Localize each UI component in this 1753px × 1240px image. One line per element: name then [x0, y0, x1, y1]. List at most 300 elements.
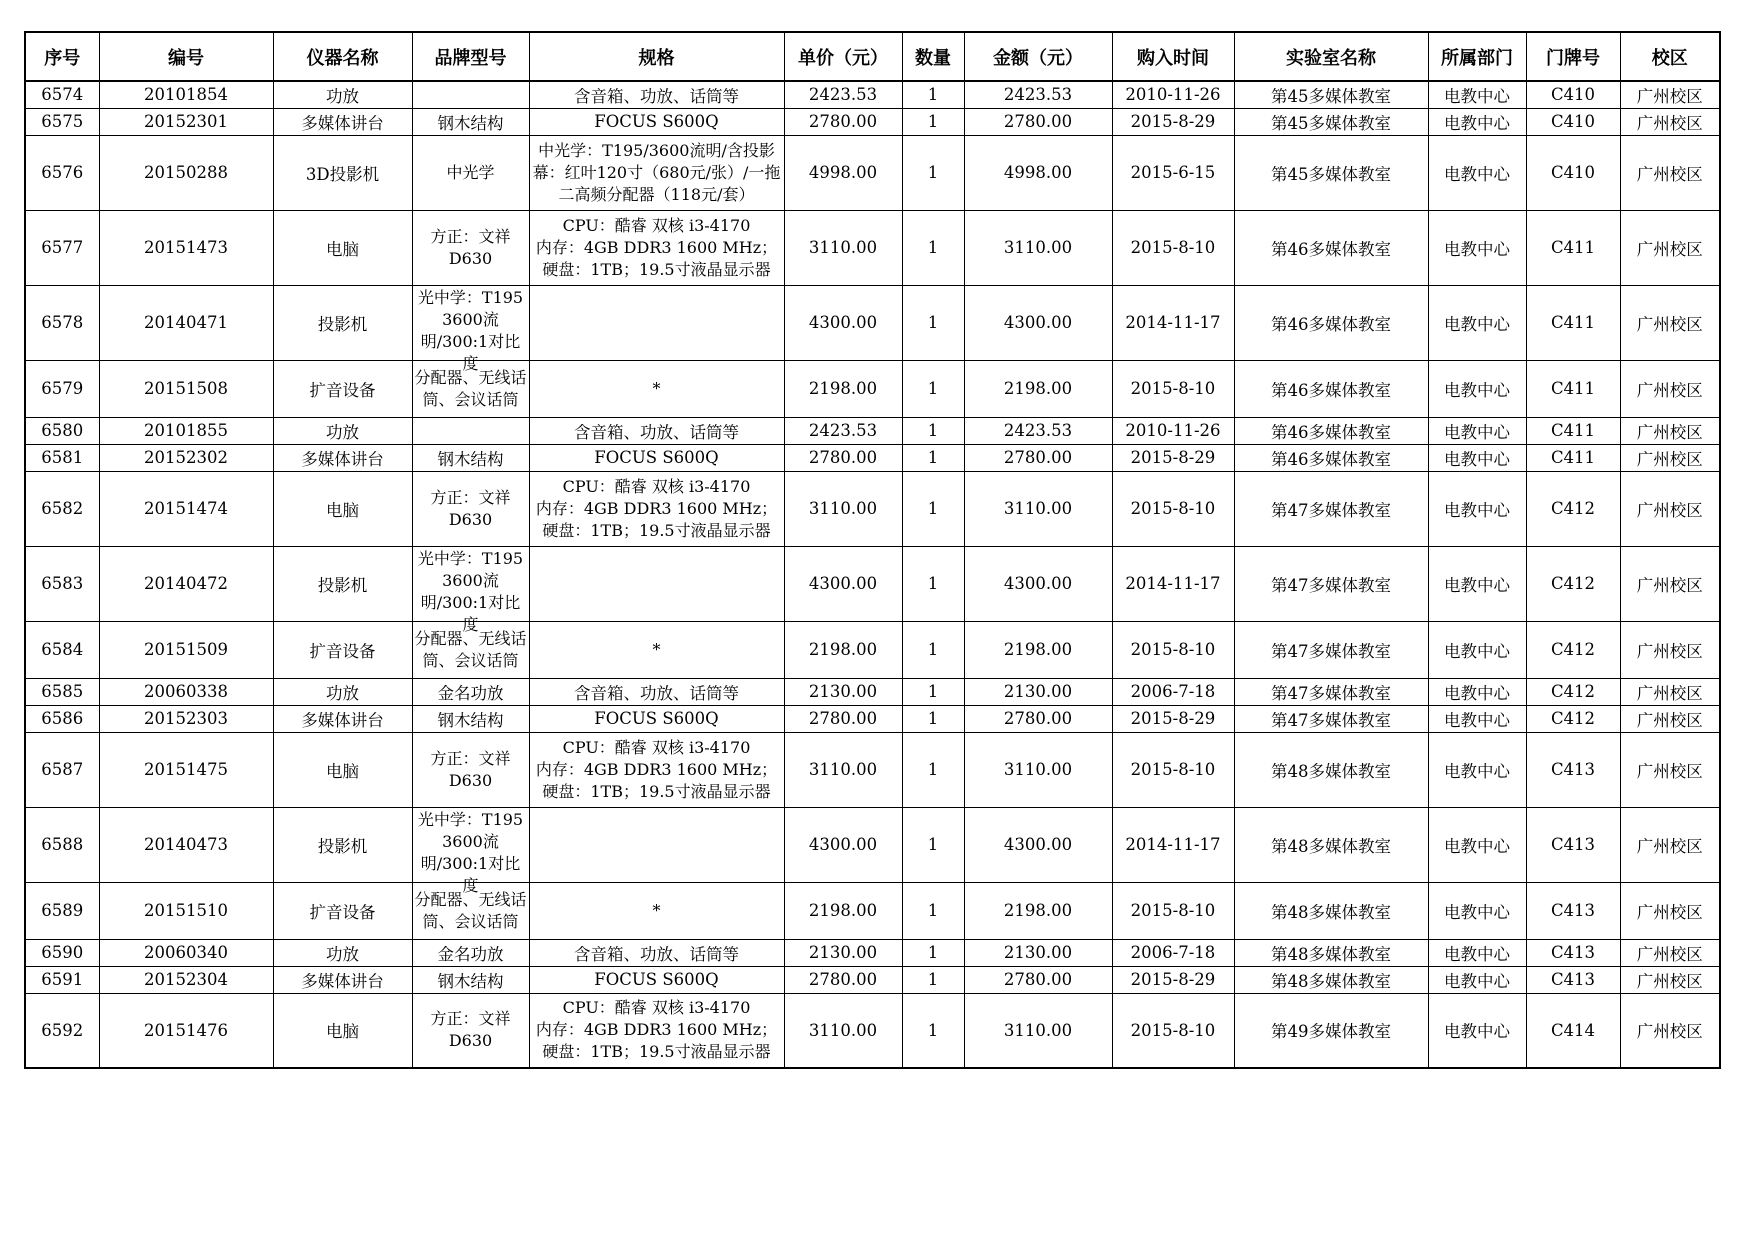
table-cell: 第45多媒体教室	[1234, 81, 1428, 108]
table-cell: 广州校区	[1620, 966, 1720, 993]
table-cell	[412, 882, 529, 939]
table-cell: 电脑	[273, 732, 412, 807]
table-cell	[529, 546, 784, 621]
table-row	[25, 360, 1720, 417]
table-cell: 2198.00	[784, 882, 902, 939]
table-cell: 2130.00	[784, 939, 902, 966]
header-cell: 品牌型号	[412, 32, 529, 81]
table-cell: 第47多媒体教室	[1234, 471, 1428, 546]
table-cell: 4300.00	[964, 807, 1112, 882]
table-cell: 20060340	[99, 939, 273, 966]
table-cell: C410	[1526, 81, 1620, 108]
table-cell: 20151473	[99, 210, 273, 285]
table-cell: 2006-7-18	[1112, 678, 1234, 705]
table-cell: 广州校区	[1620, 882, 1720, 939]
table-cell: 2780.00	[784, 444, 902, 471]
table-cell: 电教中心	[1428, 285, 1526, 360]
table-cell: 4998.00	[784, 135, 902, 210]
table-cell: 2015-8-10	[1112, 621, 1234, 678]
table-cell: 6589	[25, 882, 99, 939]
table-cell: 电教中心	[1428, 993, 1526, 1068]
table-cell: 1	[902, 807, 964, 882]
table-cell: 1	[902, 417, 964, 444]
table-cell: 广州校区	[1620, 705, 1720, 732]
table-cell	[412, 210, 529, 285]
table-cell: 扩音设备	[273, 621, 412, 678]
table-cell: 金名功放	[412, 939, 529, 966]
table-cell: 投影机	[273, 807, 412, 882]
table-row	[25, 108, 1720, 135]
table-cell	[412, 417, 529, 444]
table-cell: 2015-8-29	[1112, 705, 1234, 732]
header-cell: 金额（元）	[964, 32, 1112, 81]
table-cell: C411	[1526, 210, 1620, 285]
table-cell: 2015-8-29	[1112, 108, 1234, 135]
table-cell: 2015-6-15	[1112, 135, 1234, 210]
equipment-inventory-table	[24, 31, 1721, 1069]
table-cell: 电教中心	[1428, 621, 1526, 678]
table-cell-text: *	[652, 900, 661, 920]
table-row	[25, 444, 1720, 471]
table-cell-text: 光中学：T195 3600流明/300:1对比度	[417, 549, 524, 634]
table-cell: C411	[1526, 360, 1620, 417]
table-cell: 20152304	[99, 966, 273, 993]
table-cell-text: 方正：文祥D630	[430, 748, 511, 790]
table-cell-text: 方正：文祥D630	[430, 1009, 511, 1051]
table-cell: C410	[1526, 135, 1620, 210]
table-cell	[412, 807, 529, 895]
table-cell: 含音箱、功放、话筒等	[529, 939, 784, 966]
table-cell: 多媒体讲台	[273, 108, 412, 135]
table-cell: 6579	[25, 360, 99, 417]
table-cell	[412, 621, 529, 678]
table-cell: 2780.00	[784, 966, 902, 993]
table-row	[25, 732, 1720, 807]
table-cell: 20151510	[99, 882, 273, 939]
header-cell: 单价（元）	[784, 32, 902, 81]
table-row	[25, 546, 1720, 621]
table-cell: 电教中心	[1428, 360, 1526, 417]
table-cell: 广州校区	[1620, 285, 1720, 360]
table-cell: 2423.53	[964, 417, 1112, 444]
table-cell: 20140472	[99, 546, 273, 621]
table-cell: 功放	[273, 417, 412, 444]
table-cell: 2423.53	[784, 81, 902, 108]
table-cell: 6591	[25, 966, 99, 993]
table-cell: 2130.00	[784, 678, 902, 705]
table-cell: 金名功放	[412, 678, 529, 705]
table-cell-text: CPU：酷睿 双核 i3-4170 内存：4GB DDR3 1600 MHz； 硬盘：1TB；19.5寸液晶显示器	[535, 476, 778, 540]
table-cell: 2130.00	[964, 678, 1112, 705]
table-cell	[412, 81, 529, 108]
table-cell: 2780.00	[964, 705, 1112, 732]
table-cell: 电教中心	[1428, 939, 1526, 966]
table-cell: 1	[902, 360, 964, 417]
table-row	[25, 807, 1720, 882]
table-cell: 广州校区	[1620, 417, 1720, 444]
table-cell: 第47多媒体教室	[1234, 546, 1428, 621]
table-cell: 3110.00	[784, 732, 902, 807]
table-row	[25, 882, 1720, 939]
table-cell: 电教中心	[1428, 546, 1526, 621]
table-cell	[529, 807, 784, 882]
table-cell: 第46多媒体教室	[1234, 444, 1428, 471]
table-cell: 1	[902, 732, 964, 807]
table-cell: 投影机	[273, 546, 412, 621]
header-cell: 仪器名称	[273, 32, 412, 81]
table-cell: 广州校区	[1620, 546, 1720, 621]
table-cell-text: 光中学：T195 3600流明/300:1对比度	[417, 810, 524, 895]
table-cell: C414	[1526, 993, 1620, 1068]
table-cell: 广州校区	[1620, 360, 1720, 417]
table-cell	[529, 285, 784, 360]
table-cell: 4998.00	[964, 135, 1112, 210]
table-cell: 扩音设备	[273, 360, 412, 417]
table-cell-text: 中光学：T195/3600流明/含投影幕：红叶120寸（680元/张）/一拖二高频分配器（118元/套）	[532, 140, 781, 204]
table-cell: C413	[1526, 882, 1620, 939]
table-cell: 6575	[25, 108, 99, 135]
table-cell: 第46多媒体教室	[1234, 285, 1428, 360]
table-cell: FOCUS S600Q	[529, 444, 784, 471]
table-cell: 6587	[25, 732, 99, 807]
table-cell-text: CPU：酷睿 双核 i3-4170 内存：4GB DDR3 1600 MHz； 硬盘：1TB；19.5寸液晶显示器	[535, 737, 778, 801]
table-cell: 20151476	[99, 993, 273, 1068]
table-cell: 功放	[273, 81, 412, 108]
table-cell: 2780.00	[784, 108, 902, 135]
table-cell: 2198.00	[784, 360, 902, 417]
table-cell: 3110.00	[964, 732, 1112, 807]
table-cell: 广州校区	[1620, 135, 1720, 210]
table-cell: 2015-8-10	[1112, 210, 1234, 285]
table-cell: 3110.00	[964, 471, 1112, 546]
table-cell: 钢木结构	[412, 966, 529, 993]
table-cell: C413	[1526, 939, 1620, 966]
table-cell: 钢木结构	[412, 705, 529, 732]
table-cell-text: 分配器、无线话筒、会议话筒	[414, 628, 527, 670]
table-cell: 6590	[25, 939, 99, 966]
table-cell: 第47多媒体教室	[1234, 705, 1428, 732]
table-cell: 电教中心	[1428, 471, 1526, 546]
table-cell: 1	[902, 546, 964, 621]
table-cell: 广州校区	[1620, 108, 1720, 135]
table-cell: 广州校区	[1620, 939, 1720, 966]
table-cell: 1	[902, 444, 964, 471]
table-cell: 1	[902, 108, 964, 135]
table-cell-text: 方正：文祥D630	[430, 487, 511, 529]
table-row	[25, 705, 1720, 732]
table-cell: 第47多媒体教室	[1234, 678, 1428, 705]
table-cell: 2014-11-17	[1112, 807, 1234, 882]
table-cell: 6585	[25, 678, 99, 705]
table-cell: 1	[902, 993, 964, 1068]
table-cell: 2130.00	[964, 939, 1112, 966]
table-cell: C413	[1526, 966, 1620, 993]
header-cell: 所属部门	[1428, 32, 1526, 81]
table-cell: 6586	[25, 705, 99, 732]
table-cell: 20151474	[99, 471, 273, 546]
table-cell: 电教中心	[1428, 81, 1526, 108]
table-cell-text: *	[652, 378, 661, 398]
table-cell: 2198.00	[784, 621, 902, 678]
table-cell: 3110.00	[784, 993, 902, 1068]
table-cell: 功放	[273, 939, 412, 966]
table-cell: 6588	[25, 807, 99, 882]
table-cell: 2015-8-29	[1112, 966, 1234, 993]
table-cell: 广州校区	[1620, 732, 1720, 807]
table-cell: C412	[1526, 546, 1620, 621]
table-cell: 电教中心	[1428, 417, 1526, 444]
header-cell: 规格	[529, 32, 784, 81]
table-cell: 第46多媒体教室	[1234, 210, 1428, 285]
table-cell: 2015-8-10	[1112, 360, 1234, 417]
table-cell: 20152303	[99, 705, 273, 732]
table-cell: 6584	[25, 621, 99, 678]
table-cell	[412, 285, 529, 373]
table-cell: 6581	[25, 444, 99, 471]
table-cell: 广州校区	[1620, 807, 1720, 882]
header-cell: 实验室名称	[1234, 32, 1428, 81]
table-cell	[412, 135, 529, 210]
table-cell: 广州校区	[1620, 993, 1720, 1068]
table-cell: 第48多媒体教室	[1234, 732, 1428, 807]
table-cell: 电教中心	[1428, 705, 1526, 732]
table-cell: 2015-8-10	[1112, 882, 1234, 939]
table-cell: 4300.00	[784, 285, 902, 360]
table-cell: 第47多媒体教室	[1234, 621, 1428, 678]
table-cell	[529, 882, 784, 939]
table-cell: FOCUS S600Q	[529, 705, 784, 732]
table-cell: 3110.00	[784, 210, 902, 285]
table-cell: C411	[1526, 417, 1620, 444]
table-cell: 20101855	[99, 417, 273, 444]
header-cell: 编号	[99, 32, 273, 81]
table-cell-text: 中光学	[446, 162, 495, 182]
table-row	[25, 210, 1720, 285]
table-cell: FOCUS S600Q	[529, 966, 784, 993]
table-cell: 6592	[25, 993, 99, 1068]
table-cell: 1	[902, 882, 964, 939]
table-cell: 电教中心	[1428, 732, 1526, 807]
table-cell	[529, 360, 784, 417]
table-cell: 2198.00	[964, 621, 1112, 678]
table-cell-text: 方正：文祥D630	[430, 226, 511, 268]
table-cell: 3110.00	[784, 471, 902, 546]
table-cell	[529, 210, 784, 285]
table-cell: 20140471	[99, 285, 273, 360]
table-cell: 含音箱、功放、话筒等	[529, 678, 784, 705]
header-cell: 数量	[902, 32, 964, 81]
table-cell: 2780.00	[964, 444, 1112, 471]
table-cell: 第45多媒体教室	[1234, 135, 1428, 210]
table-cell: 广州校区	[1620, 621, 1720, 678]
table-cell: 第45多媒体教室	[1234, 108, 1428, 135]
table-cell: 2423.53	[964, 81, 1112, 108]
table-cell: 2198.00	[964, 882, 1112, 939]
table-row	[25, 417, 1720, 444]
table-cell: 2015-8-10	[1112, 732, 1234, 807]
table-cell	[412, 471, 529, 546]
table-cell: C411	[1526, 444, 1620, 471]
table-cell-text: *	[652, 639, 661, 659]
table-cell: 第48多媒体教室	[1234, 939, 1428, 966]
table-cell: 广州校区	[1620, 444, 1720, 471]
table-cell: 扩音设备	[273, 882, 412, 939]
table-cell: 电脑	[273, 993, 412, 1068]
table-cell-text: CPU：酷睿 双核 i3-4170 内存：4GB DDR3 1600 MHz； 硬盘：1TB；19.5寸液晶显示器	[535, 998, 778, 1062]
table-cell: 2780.00	[964, 108, 1112, 135]
table-cell: C412	[1526, 471, 1620, 546]
table-cell: 1	[902, 621, 964, 678]
table-cell: 1	[902, 210, 964, 285]
table-cell: 第48多媒体教室	[1234, 966, 1428, 993]
header-cell: 购入时间	[1112, 32, 1234, 81]
table-cell: 20150288	[99, 135, 273, 210]
header-row	[25, 32, 1720, 81]
table-row	[25, 471, 1720, 546]
table-cell-text: 光中学：T195 3600流明/300:1对比度	[417, 288, 524, 373]
table-cell	[529, 621, 784, 678]
table-cell: 2015-8-10	[1112, 993, 1234, 1068]
table-cell-text: 分配器、无线话筒、会议话筒	[414, 367, 527, 409]
table-cell: 1	[902, 678, 964, 705]
table-cell: 含音箱、功放、话筒等	[529, 81, 784, 108]
table-cell: 4300.00	[964, 546, 1112, 621]
table-cell: 钢木结构	[412, 108, 529, 135]
table-cell: 第46多媒体教室	[1234, 417, 1428, 444]
table-cell: 第48多媒体教室	[1234, 807, 1428, 882]
table-row	[25, 285, 1720, 360]
table-cell: 2423.53	[784, 417, 902, 444]
table-cell: 20152301	[99, 108, 273, 135]
table-cell: 6576	[25, 135, 99, 210]
table-cell: 电教中心	[1428, 135, 1526, 210]
table-cell: 广州校区	[1620, 210, 1720, 285]
table-cell: 6580	[25, 417, 99, 444]
table-cell: 电教中心	[1428, 807, 1526, 882]
table-cell: 广州校区	[1620, 678, 1720, 705]
table-cell: 20152302	[99, 444, 273, 471]
table-cell: 4300.00	[964, 285, 1112, 360]
table-cell: 多媒体讲台	[273, 444, 412, 471]
header-cell: 序号	[25, 32, 99, 81]
table-cell	[529, 732, 784, 807]
table-cell: 投影机	[273, 285, 412, 360]
table-cell: 20140473	[99, 807, 273, 882]
table-cell: 电教中心	[1428, 108, 1526, 135]
table-row	[25, 135, 1720, 210]
table-row	[25, 81, 1720, 108]
table-cell: 广州校区	[1620, 81, 1720, 108]
table-cell: 第48多媒体教室	[1234, 882, 1428, 939]
table-cell: 多媒体讲台	[273, 966, 412, 993]
table-cell: 2198.00	[964, 360, 1112, 417]
table-cell: 广州校区	[1620, 471, 1720, 546]
table-cell: 20151508	[99, 360, 273, 417]
table-cell: 电教中心	[1428, 678, 1526, 705]
table-cell: 2014-11-17	[1112, 285, 1234, 360]
table-row	[25, 939, 1720, 966]
table-cell: 2010-11-26	[1112, 81, 1234, 108]
table-cell-text: CPU：酷睿 双核 i3-4170 内存：4GB DDR3 1600 MHz； 硬盘：1TB；19.5寸液晶显示器	[535, 215, 778, 279]
table-cell: FOCUS S600Q	[529, 108, 784, 135]
table-cell: 6578	[25, 285, 99, 360]
table-cell: 20101854	[99, 81, 273, 108]
table-cell: 电脑	[273, 471, 412, 546]
table-cell	[529, 993, 784, 1068]
table-cell: 电教中心	[1428, 444, 1526, 471]
table-cell	[412, 360, 529, 417]
table-cell: 20060338	[99, 678, 273, 705]
table-cell: 3D投影机	[273, 135, 412, 210]
table-cell: C412	[1526, 705, 1620, 732]
header-cell: 门牌号	[1526, 32, 1620, 81]
table-cell: 电教中心	[1428, 210, 1526, 285]
table-cell: 1	[902, 135, 964, 210]
table-row	[25, 993, 1720, 1068]
table-cell: 1	[902, 966, 964, 993]
table-cell: 第46多媒体教室	[1234, 360, 1428, 417]
table-row	[25, 678, 1720, 705]
table-cell: 2014-11-17	[1112, 546, 1234, 621]
table-cell	[412, 732, 529, 807]
table-cell: 2780.00	[964, 966, 1112, 993]
table-cell: 1	[902, 471, 964, 546]
table-cell: 2780.00	[784, 705, 902, 732]
table-cell	[529, 135, 784, 210]
table-cell	[412, 993, 529, 1068]
table-cell: 6574	[25, 81, 99, 108]
table-cell: 1	[902, 285, 964, 360]
table-cell: 20151509	[99, 621, 273, 678]
table-row	[25, 966, 1720, 993]
table-cell: 4300.00	[784, 807, 902, 882]
table-cell: 电教中心	[1428, 882, 1526, 939]
header-cell: 校区	[1620, 32, 1720, 81]
table-cell: C411	[1526, 285, 1620, 360]
table-cell: 2006-7-18	[1112, 939, 1234, 966]
table-cell: 2015-8-29	[1112, 444, 1234, 471]
table-cell: 6583	[25, 546, 99, 621]
table-cell: 电教中心	[1428, 966, 1526, 993]
table-cell: 3110.00	[964, 210, 1112, 285]
table-cell: C412	[1526, 621, 1620, 678]
table-cell: 功放	[273, 678, 412, 705]
table-cell: 2015-8-10	[1112, 471, 1234, 546]
table-cell: 6582	[25, 471, 99, 546]
table-cell: 3110.00	[964, 993, 1112, 1068]
table-cell: 钢木结构	[412, 444, 529, 471]
table-cell: 2010-11-26	[1112, 417, 1234, 444]
table-cell: 20151475	[99, 732, 273, 807]
table-cell: 1	[902, 81, 964, 108]
table-cell: 含音箱、功放、话筒等	[529, 417, 784, 444]
table-row	[25, 621, 1720, 678]
table-cell	[412, 546, 529, 634]
table-cell: 1	[902, 705, 964, 732]
table-cell: C410	[1526, 108, 1620, 135]
table-cell: 多媒体讲台	[273, 705, 412, 732]
table-cell: 6577	[25, 210, 99, 285]
table-cell: 4300.00	[784, 546, 902, 621]
table-cell-text: 分配器、无线话筒、会议话筒	[414, 889, 527, 931]
table-cell: 电脑	[273, 210, 412, 285]
table-cell: C412	[1526, 678, 1620, 705]
table-cell: 1	[902, 939, 964, 966]
table-cell: C413	[1526, 807, 1620, 882]
table-cell	[529, 471, 784, 546]
table-cell: C413	[1526, 732, 1620, 807]
table-cell: 第49多媒体教室	[1234, 993, 1428, 1068]
